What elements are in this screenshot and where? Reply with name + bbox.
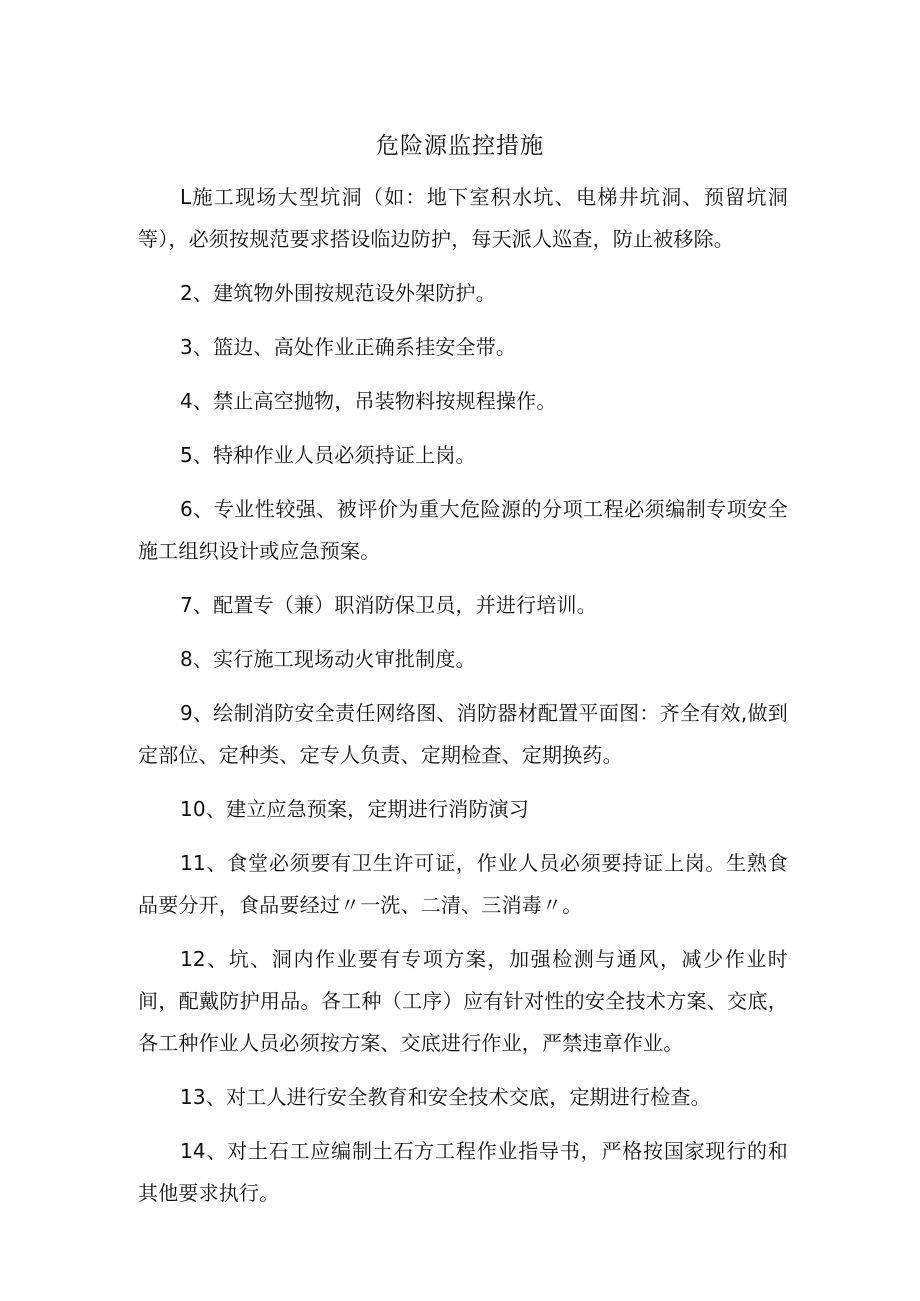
list-item: 12、坑、洞内作业要有专项方案，加强检测与通风，减少作业时间，配戴防护用品。各工种（工序）应有针对性的安全技术方案、交底，各工种作业人员必须按方案、交底进行作业，严禁违章作业。 bbox=[138, 947, 788, 1055]
list-item: 10、建立应急预案，定期进行消防演习 bbox=[180, 797, 530, 821]
list-item: 8、实行施工现场动火审批制度。 bbox=[180, 647, 476, 671]
list-item: L施工现场大型坑洞（如：地下室积水坑、电梯井坑洞、预留坑洞等），必须按规范要求搭设临边防护，每天派人巡查，防止被移除。 bbox=[138, 185, 788, 251]
list-item: 7、配置专（兼）职消防保卫员，并进行培训。 bbox=[180, 593, 597, 617]
list-item: 5、特种作业人员必须持证上岗。 bbox=[180, 443, 476, 467]
document-body bbox=[138, 176, 788, 1226]
list-item: 9、绘制消防安全责任网络图、消防器材配置平面图：齐全有效,做到定部位、定种类、定专人负责、定期检查、定期换药。 bbox=[138, 701, 788, 767]
page-title: 危险源监控措施 bbox=[376, 133, 544, 159]
list-item: 2、建筑物外围按规范设外架防护。 bbox=[180, 281, 496, 305]
list-item: 13、对工人进行安全教育和安全技术交底，定期进行检查。 bbox=[180, 1085, 711, 1109]
list-item: 6、专业性较强、被评价为重大危险源的分项工程必须编制专项安全施工组织设计或应急预案。 bbox=[138, 497, 788, 563]
list-item: 11、食堂必须要有卫生许可证，作业人员必须要持证上岗。生熟食品要分开，食品要经过〃一洗、二清、三消毒〃。 bbox=[138, 851, 788, 917]
list-item: 14、对土石工应编制土石方工程作业指导书，严格按国家现行的和其他要求执行。 bbox=[138, 1139, 788, 1205]
list-item: 3、篮边、高处作业正确系挂安全带。 bbox=[180, 335, 517, 359]
list-item: 4、禁止高空抛物，吊装物料按规程操作。 bbox=[180, 389, 557, 413]
